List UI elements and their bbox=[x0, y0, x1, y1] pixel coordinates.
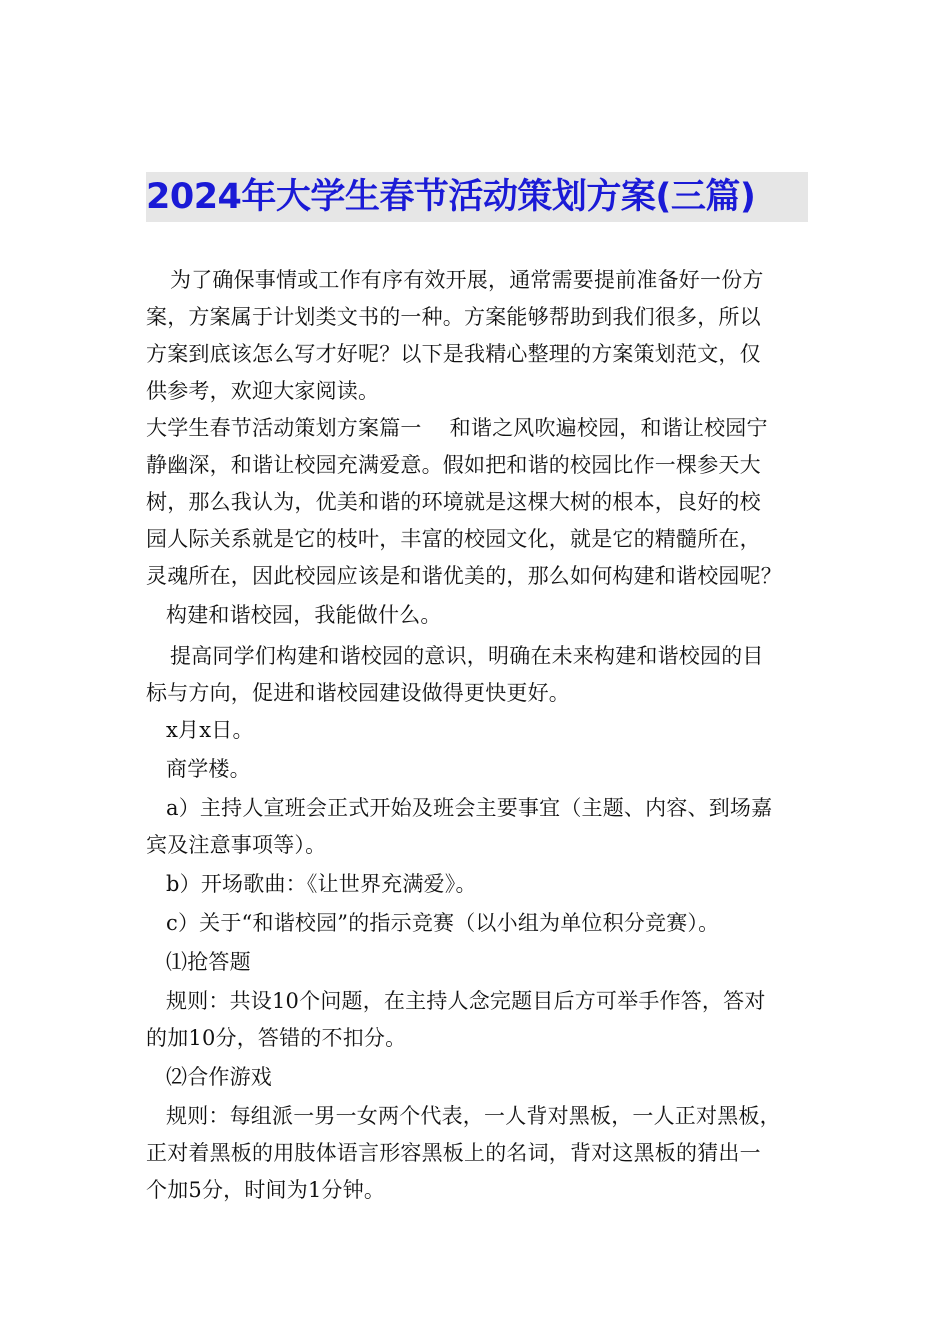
body-line: 树，那么我认为，优美和谐的环境就是这棵大树的根本，良好的校 bbox=[146, 490, 761, 514]
body-line: a）主持人宣班会正式开始及班会主要事宜（主题、内容、到场嘉 bbox=[166, 796, 773, 820]
body-line: x月x日。 bbox=[166, 718, 254, 742]
body-line: 宾及注意事项等）。 bbox=[146, 833, 327, 857]
body-line: 个加5分，时间为1分钟。 bbox=[146, 1178, 386, 1202]
body-line: ⑴抢答题 bbox=[166, 950, 251, 974]
body-line: 大学生春节活动策划方案篇一 和谐之风吹遍校园，和谐让校园宁 bbox=[146, 416, 768, 440]
body-line: 标与方向，促进和谐校园建设做得更快更好。 bbox=[146, 681, 570, 705]
body-line: 商学楼。 bbox=[166, 757, 251, 781]
body-line: 供参考，欢迎大家阅读。 bbox=[146, 379, 380, 403]
body-line: 园人际关系就是它的枝叶，丰富的校园文化，就是它的精髓所在， bbox=[146, 527, 761, 551]
body-line: 案，方案属于计划类文书的一种。方案能够帮助到我们很多，所以 bbox=[146, 305, 761, 329]
body-line: 静幽深，和谐让校园充满爱意。假如把和谐的校园比作一棵参天大 bbox=[146, 453, 761, 477]
body-line: 规则：共设10个问题，在主持人念完题目后方可举手作答，答对 bbox=[166, 989, 766, 1013]
title-highlight bbox=[146, 172, 808, 222]
body-line: 提高同学们构建和谐校园的意识，明确在未来构建和谐校园的目 bbox=[170, 644, 764, 668]
body-line: ⑵合作游戏 bbox=[166, 1065, 272, 1089]
body-line: b）开场歌曲：《让世界充满爱》。 bbox=[166, 872, 477, 896]
body-line: 正对着黑板的用肢体语言形容黑板上的名词，背对这黑板的猜出一 bbox=[146, 1141, 761, 1165]
body-line: 方案到底该怎么写才好呢？以下是我精心整理的方案策划范文，仅 bbox=[146, 342, 761, 366]
body-line: c）关于“和谐校园”的指示竞赛（以小组为单位积分竞赛）。 bbox=[166, 911, 720, 935]
document-title: 2024年大学生春节活动策划方案(三篇) bbox=[146, 177, 756, 217]
body-line: 构建和谐校园，我能做什么。 bbox=[166, 603, 442, 627]
body-line: 灵魂所在，因此校园应该是和谐优美的，那么如何构建和谐校园呢？ bbox=[146, 564, 782, 588]
body-line: 为了确保事情或工作有序有效开展，通常需要提前准备好一份方 bbox=[170, 268, 764, 292]
body-line: 规则：每组派一男一女两个代表，一人背对黑板，一人正对黑板， bbox=[166, 1104, 781, 1128]
body-line: 的加10分，答错的不扣分。 bbox=[146, 1026, 407, 1050]
